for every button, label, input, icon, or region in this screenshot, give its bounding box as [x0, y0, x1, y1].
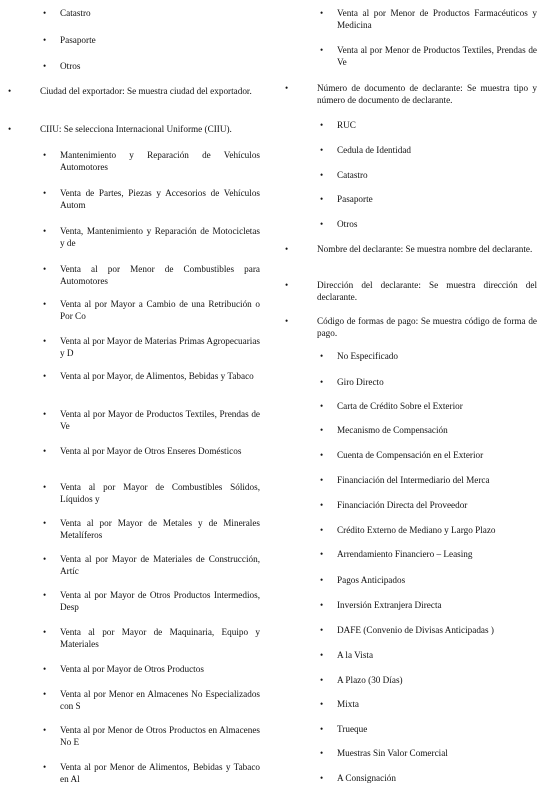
- list-item-text: Código de formas de pago: Se muestra código de forma de pago.: [317, 316, 537, 338]
- bullet-icon: •: [285, 280, 289, 290]
- bullet-icon: •: [43, 689, 47, 699]
- list-item-text: Financiación del Intermediario del Merca: [337, 475, 490, 485]
- list-item-text: Inversión Extranjera Directa: [337, 600, 442, 610]
- bullet-icon: •: [43, 627, 47, 637]
- list-item-level1: [285, 244, 537, 256]
- bullet-icon: •: [43, 226, 47, 236]
- bullet-icon: •: [43, 336, 47, 346]
- list-item-level2: [320, 773, 537, 785]
- list-item-text: Venta al por Menor de Alimentos, Bebidas y Tabaco en Al: [60, 762, 260, 784]
- list-item-text: Trueque: [337, 724, 368, 734]
- list-item-text: Giro Directo: [337, 377, 384, 387]
- list-item-level2: [43, 627, 260, 650]
- list-item-text: CIIU: Se selecciona Internacional Uniforme (CIIU).: [40, 124, 232, 134]
- list-item-text: A la Vista: [337, 650, 374, 660]
- list-item-level2: [320, 625, 537, 637]
- bullet-icon: •: [43, 446, 47, 456]
- list-item-level2: [43, 150, 260, 173]
- list-item-level2: [43, 689, 260, 712]
- list-item-text: Crédito Externo de Mediano y Largo Plazo: [337, 525, 496, 535]
- bullet-icon: •: [320, 145, 324, 155]
- list-item-level1: [285, 280, 537, 303]
- list-item-level1: [285, 316, 537, 339]
- list-item-level2: [43, 409, 260, 432]
- list-item-text: Pasaporte: [337, 194, 373, 204]
- list-item-level2: [320, 145, 537, 157]
- list-item-level2: [320, 748, 537, 760]
- list-item-text: Venta al por Mayor de Otros Enseres Domésticos: [60, 446, 242, 456]
- list-item-level2: [320, 401, 537, 413]
- list-item-level2: [43, 554, 260, 577]
- bullet-icon: •: [43, 8, 47, 18]
- list-item-text: Ciudad del exportador: Se muestra ciudad del exportador.: [40, 86, 252, 96]
- bullet-icon: •: [320, 475, 324, 485]
- list-item-level2: [43, 264, 260, 287]
- list-item-level2: [43, 664, 260, 676]
- bullet-icon: •: [43, 371, 47, 381]
- bullet-icon: •: [320, 120, 324, 130]
- bullet-icon: •: [320, 45, 324, 55]
- bullet-icon: •: [320, 650, 324, 660]
- list-item-text: Mantenimiento y Reparación de Vehículos Automotores: [60, 150, 260, 172]
- list-item-text: Nombre del declarante: Se muestra nombre del declarante.: [317, 244, 533, 254]
- bullet-icon: •: [43, 762, 47, 772]
- list-item-text: Venta de Partes, Piezas y Accesorios de Vehículos Autom: [60, 188, 260, 210]
- list-item-text: Carta de Crédito Sobre el Exterior: [337, 401, 463, 411]
- list-item-level1: [285, 83, 537, 106]
- bullet-icon: •: [8, 124, 12, 134]
- bullet-icon: •: [43, 482, 47, 492]
- list-item-level2: [320, 351, 537, 363]
- list-item-text: Cuenta de Compensación en el Exterior: [337, 450, 484, 460]
- list-item-text: A Consignación: [337, 773, 396, 783]
- list-item-text: Venta al por Mayor de Maquinaria, Equipo y Materiales: [60, 627, 260, 649]
- bullet-icon: •: [8, 86, 12, 96]
- list-item-text: Venta al por Mayor de Productos Textiles, Prendas de Ve: [60, 409, 260, 431]
- list-item-level2: [320, 219, 537, 231]
- bullet-icon: •: [320, 425, 324, 435]
- list-item-level2: [43, 371, 260, 383]
- list-item-text: Venta al por Mayor, de Alimentos, Bebidas y Tabaco: [60, 371, 254, 381]
- bullet-icon: •: [320, 351, 324, 361]
- bullet-icon: •: [320, 377, 324, 387]
- list-item-text: Venta al por Mayor de Combustibles Sólidos, Líquidos y: [60, 482, 260, 504]
- list-item-text: Venta al por Menor en Almacenes No Especializados con S: [60, 689, 260, 711]
- list-item-level2: [320, 425, 537, 437]
- bullet-icon: •: [320, 525, 324, 535]
- list-item-text: Venta al por Mayor de Otros Productos Intermedios, Desp: [60, 590, 260, 612]
- list-item-level2: [43, 35, 260, 47]
- bullet-icon: •: [320, 748, 324, 758]
- bullet-icon: •: [43, 554, 47, 564]
- list-item-text: Venta al por Mayor de Materias Primas Agropecuarias y D: [60, 336, 260, 358]
- list-item-level2: [43, 61, 260, 73]
- bullet-icon: •: [320, 575, 324, 585]
- list-item-level2: [320, 724, 537, 736]
- list-item-level1: [8, 86, 260, 98]
- list-item-level2: [320, 699, 537, 711]
- bullet-icon: •: [43, 150, 47, 160]
- list-item-text: Venta al por Mayor de Metales y de Minerales Metalíferos: [60, 518, 260, 540]
- list-item-level2: [43, 8, 260, 20]
- bullet-icon: •: [43, 299, 47, 309]
- list-item-text: Otros: [337, 219, 358, 229]
- list-item-level2: [320, 8, 537, 31]
- list-item-level2: [320, 675, 537, 687]
- list-item-text: Financiación Directa del Proveedor: [337, 500, 468, 510]
- bullet-icon: •: [320, 549, 324, 559]
- bullet-icon: •: [320, 625, 324, 635]
- list-item-text: Venta al por Menor de Productos Farmacéuticos y Medicina: [337, 8, 537, 30]
- list-item-text: Pasaporte: [60, 35, 96, 45]
- bullet-icon: •: [43, 35, 47, 45]
- bullet-icon: •: [43, 590, 47, 600]
- list-item-text: Otros: [60, 61, 81, 71]
- list-item-text: Pagos Anticipados: [337, 575, 406, 585]
- list-item-text: Mixta: [337, 699, 359, 709]
- bullet-icon: •: [320, 401, 324, 411]
- list-item-text: Venta al por Menor de Productos Textiles, Prendas de Ve: [337, 45, 537, 67]
- bullet-icon: •: [320, 8, 324, 18]
- bullet-icon: •: [43, 409, 47, 419]
- bullet-icon: •: [320, 450, 324, 460]
- list-item-level2: [43, 762, 260, 785]
- bullet-icon: •: [320, 699, 324, 709]
- list-item-text: Catastro: [337, 170, 368, 180]
- list-item-text: Muestras Sin Valor Comercial: [337, 748, 448, 758]
- list-item-level2: [320, 650, 537, 662]
- list-item-level2: [320, 475, 537, 487]
- bullet-icon: •: [43, 61, 47, 71]
- bullet-icon: •: [43, 725, 47, 735]
- list-item-text: Arrendamiento Financiero – Leasing: [337, 549, 473, 559]
- list-item-level2: [320, 450, 537, 462]
- bullet-icon: •: [320, 194, 324, 204]
- list-item-text: Cedula de Identidad: [337, 145, 411, 155]
- list-item-level2: [43, 518, 260, 541]
- list-item-text: No Especificado: [337, 351, 398, 361]
- list-item-level2: [320, 120, 537, 132]
- list-item-text: Catastro: [60, 8, 91, 18]
- bullet-icon: •: [320, 724, 324, 734]
- list-item-text: Venta al por Mayor de Otros Productos: [60, 664, 204, 674]
- list-item-level2: [43, 725, 260, 748]
- list-item-text: Venta, Mantenimiento y Reparación de Motocicletas y de: [60, 226, 260, 248]
- list-item-text: Número de documento de declarante: Se muestra tipo y número de documento de declarante.: [317, 83, 537, 105]
- list-item-text: Dirección del declarante: Se muestra dirección del declarante.: [317, 280, 537, 302]
- list-item-level2: [320, 525, 537, 537]
- list-item-level2: [320, 377, 537, 389]
- list-item-text: Venta al por Mayor a Cambio de una Retribución o Por Co: [60, 299, 260, 321]
- bullet-icon: •: [43, 188, 47, 198]
- list-item-level2: [43, 590, 260, 613]
- list-item-text: Venta al por Menor de Combustibles para Automotores: [60, 264, 260, 286]
- bullet-icon: •: [43, 264, 47, 274]
- list-item-level2: [43, 446, 260, 458]
- list-item-level2: [43, 188, 260, 211]
- list-item-level2: [320, 600, 537, 612]
- list-item-text: RUC: [337, 120, 356, 130]
- list-item-text: Mecanismo de Compensación: [337, 425, 448, 435]
- bullet-icon: •: [320, 219, 324, 229]
- list-item-level2: [320, 45, 537, 68]
- bullet-icon: •: [320, 675, 324, 685]
- bullet-icon: •: [43, 518, 47, 528]
- list-item-level2: [320, 549, 537, 561]
- list-item-level2: [43, 299, 260, 322]
- list-item-level2: [320, 500, 537, 512]
- list-item-text: Venta al por Mayor de Materiales de Construcción, Artíc: [60, 554, 260, 576]
- bullet-icon: •: [285, 83, 289, 93]
- bullet-icon: •: [285, 244, 289, 254]
- list-item-level2: [43, 482, 260, 505]
- bullet-icon: •: [320, 500, 324, 510]
- bullet-icon: •: [43, 664, 47, 674]
- list-item-text: Venta al por Menor de Otros Productos en Almacenes No E: [60, 725, 260, 747]
- list-item-level2: [320, 170, 537, 182]
- list-item-text: A Plazo (30 Días): [337, 675, 403, 685]
- list-item-level2: [320, 575, 537, 587]
- list-item-level2: [320, 194, 537, 206]
- list-item-level2: [43, 336, 260, 359]
- bullet-icon: •: [285, 316, 289, 326]
- list-item-text: DAFE (Convenio de Divisas Anticipadas ): [337, 625, 494, 635]
- list-item-level1: [8, 124, 260, 136]
- list-item-level2: [43, 226, 260, 249]
- bullet-icon: •: [320, 170, 324, 180]
- bullet-icon: •: [320, 773, 324, 783]
- bullet-icon: •: [320, 600, 324, 610]
